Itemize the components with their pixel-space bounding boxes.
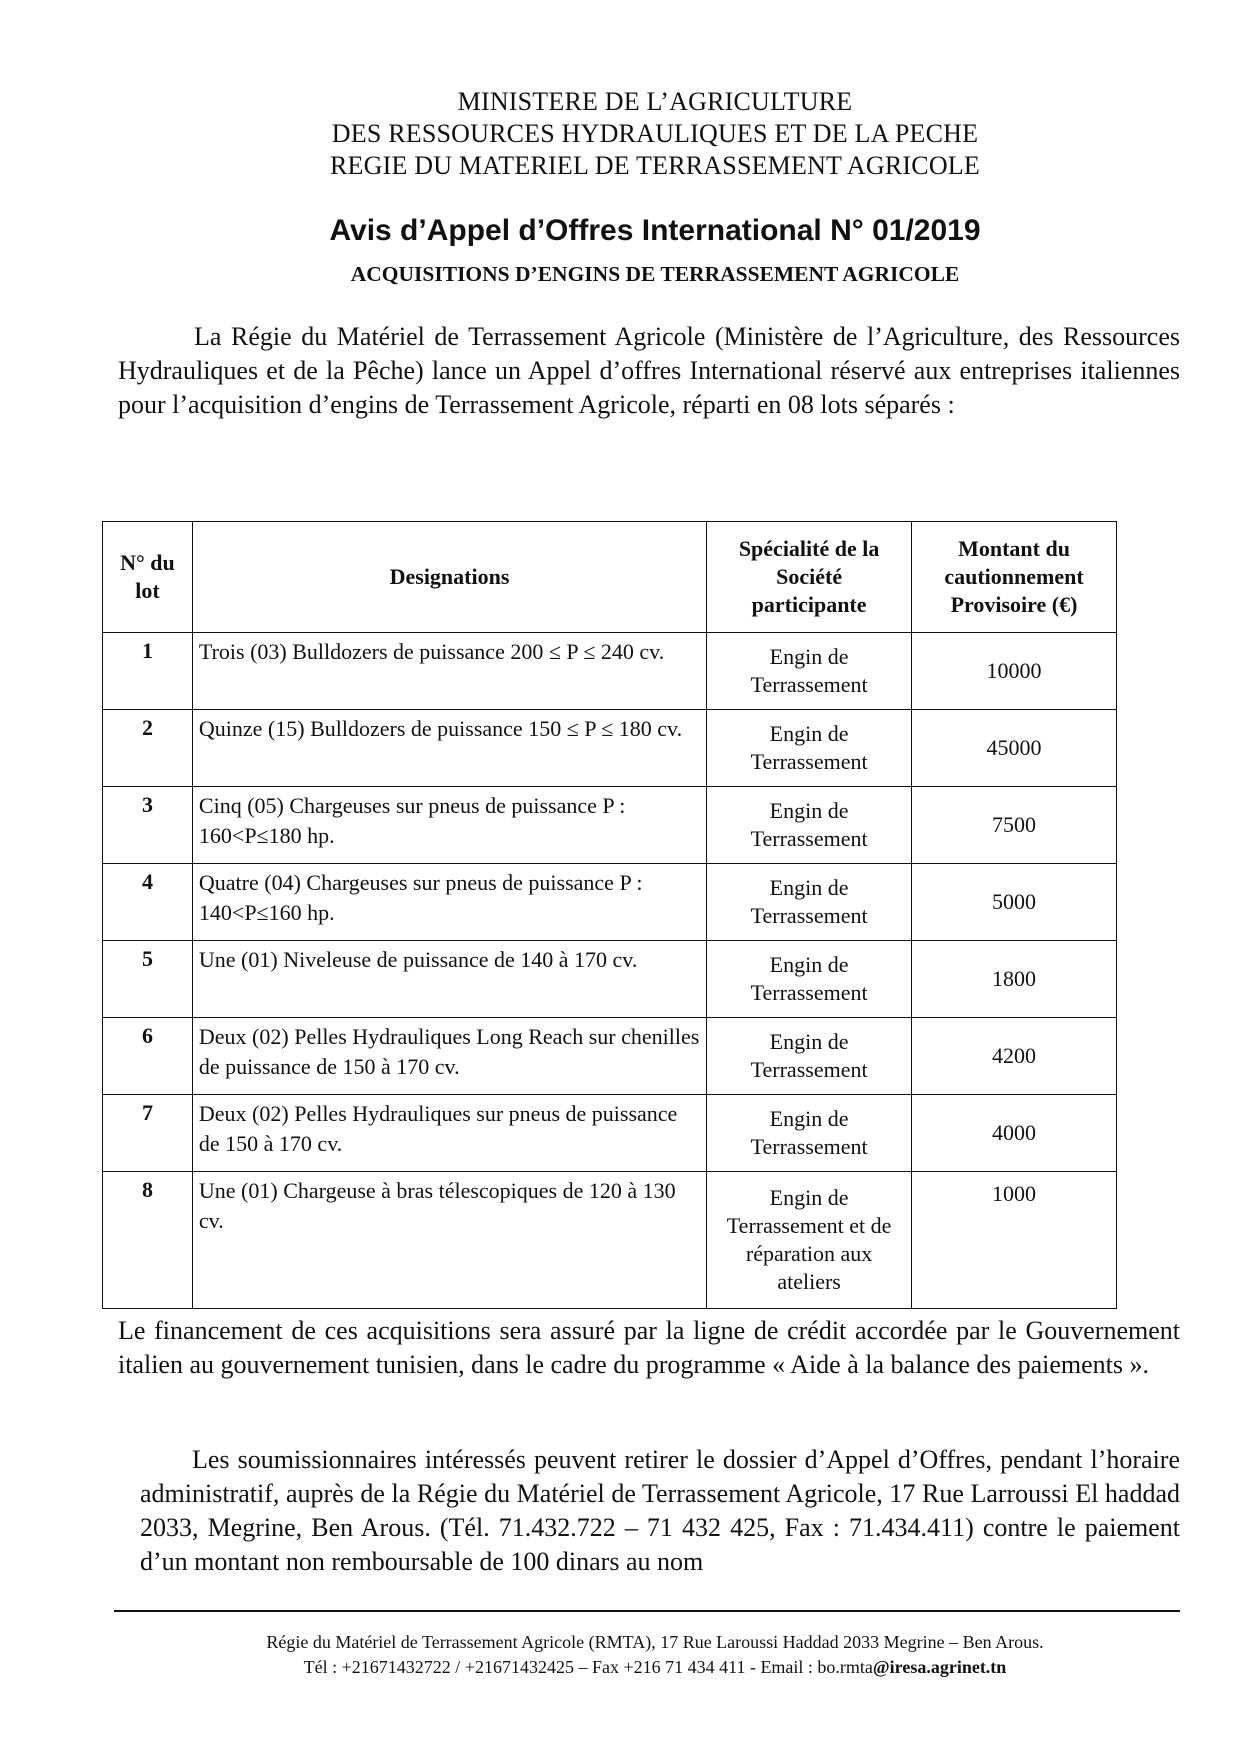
lot-speciality: Engin de Terrassement (707, 787, 912, 864)
footer-address: Régie du Matériel de Terrassement Agricole (RMTA), 17 Rue Laroussi Haddad 2033 Megrine – Ben Arous. (266, 1632, 1044, 1652)
header-amount: Montant du cautionnement Provisoire (€) (912, 522, 1117, 633)
header-designation: Designations (192, 522, 706, 633)
lot-amount: 1800 (912, 941, 1117, 1018)
notice-title: Avis d’Appel d’Offres International N° 01/2019 (329, 214, 981, 247)
lot-number: 1 (103, 633, 193, 710)
footer-contact-text: Tél : +21671432722 / +21671432425 – Fax +216 71 434 411 - Email : bo.rmta (303, 1657, 873, 1677)
table-row (103, 1095, 1117, 1172)
table-row (103, 633, 1117, 710)
lot-amount: 45000 (912, 710, 1117, 787)
table-row (103, 787, 1117, 864)
table-row (103, 1018, 1117, 1095)
table-row (103, 1172, 1117, 1309)
ministry-line-2: DES RESSOURCES HYDRAULIQUES ET DE LA PECHE (331, 119, 979, 148)
footer-divider (114, 1610, 1180, 1612)
lot-number: 6 (103, 1018, 193, 1095)
financing-paragraph: Le financement de ces acquisitions sera assuré par la ligne de crédit accordée par le Gouvernement italien au gouvernement tunisien, dans le cadre du programme « Aide à la balance des paiements ». (118, 1316, 1180, 1379)
lots-table (102, 521, 1117, 1309)
table-row (103, 941, 1117, 1018)
lot-amount: 7500 (912, 787, 1117, 864)
table-row (103, 864, 1117, 941)
notice-subtitle: ACQUISITIONS D’ENGINS DE TERRASSEMENT AGRICOLE (350, 262, 960, 286)
lot-speciality: Engin de Terrassement (707, 710, 912, 787)
lot-number: 8 (103, 1172, 193, 1309)
header-lot-number: N° du lot (103, 522, 193, 633)
lot-number: 5 (103, 941, 193, 1018)
page-footer (0, 1630, 1240, 1680)
lot-number: 7 (103, 1095, 193, 1172)
lot-speciality: Engin de Terrassement (707, 1018, 912, 1095)
lot-speciality: Engin de Terrassement (707, 864, 912, 941)
lot-number: 3 (103, 787, 193, 864)
lot-speciality: Engin de Terrassement (707, 941, 912, 1018)
lot-designation: Cinq (05) Chargeuses sur pneus de puissance P : 160<P≤180 hp. (192, 787, 706, 864)
lot-amount: 1000 (912, 1172, 1117, 1309)
lot-amount: 5000 (912, 864, 1117, 941)
withdrawal-paragraph: Les soumissionnaires intéressés peuvent retirer le dossier d’Appel d’Offres, pendant l’horaire administratif, auprès de la Régie du Matériel de Terrassement Agricole, 17 Rue Larroussi El haddad 2033, Megrine, Ben Arous. (Tél. 71.432.722 – 71 432 425, Fax : 71.434.411) contre le paiement d’un montant non remboursable de 100 dinars au nom (140, 1445, 1180, 1576)
intro-paragraph: La Régie du Matériel de Terrassement Agricole (Ministère de l’Agriculture, des Ressources Hydrauliques et de la Pêche) lance un Appel d’offres International réservé aux entreprises italiennes pour l’acquisition d’engins de Terrassement Agricole, réparti en 08 lots séparés : (118, 322, 1180, 419)
lot-designation: Quinze (15) Bulldozers de puissance 150 ≤ P ≤ 180 cv. (192, 710, 706, 787)
lot-number: 4 (103, 864, 193, 941)
ministry-line-1: MINISTERE DE L’AGRICULTURE (457, 87, 853, 116)
lot-speciality: Engin de Terrassement (707, 633, 912, 710)
lot-speciality: Engin de Terrassement et de réparation aux ateliers (707, 1172, 912, 1309)
ministry-line-3: REGIE DU MATERIEL DE TERRASSEMENT AGRICOLE (330, 151, 980, 180)
table-row (103, 710, 1117, 787)
header-speciality: Spécialité de la Société participante (707, 522, 912, 633)
lot-designation: Une (01) Chargeuse à bras télescopiques de 120 à 130 cv. (192, 1172, 706, 1309)
table-header-row (103, 522, 1117, 633)
lot-speciality: Engin de Terrassement (707, 1095, 912, 1172)
footer-contact (0, 1655, 1240, 1680)
lot-designation: Trois (03) Bulldozers de puissance 200 ≤ P ≤ 240 cv. (192, 633, 706, 710)
lot-number: 2 (103, 710, 193, 787)
lot-designation: Une (01) Niveleuse de puissance de 140 à 170 cv. (192, 941, 706, 1018)
ministry-header (0, 86, 1240, 182)
footer-email-domain: @iresa.agrinet.tn (872, 1657, 1007, 1677)
lot-designation: Deux (02) Pelles Hydrauliques sur pneus de puissance de 150 à 170 cv. (192, 1095, 706, 1172)
lot-amount: 4200 (912, 1018, 1117, 1095)
lot-designation: Quatre (04) Chargeuses sur pneus de puissance P : 140<P≤160 hp. (192, 864, 706, 941)
lot-amount: 10000 (912, 633, 1117, 710)
lot-amount: 4000 (912, 1095, 1117, 1172)
lot-designation: Deux (02) Pelles Hydrauliques Long Reach sur chenilles de puissance de 150 à 170 cv. (192, 1018, 706, 1095)
